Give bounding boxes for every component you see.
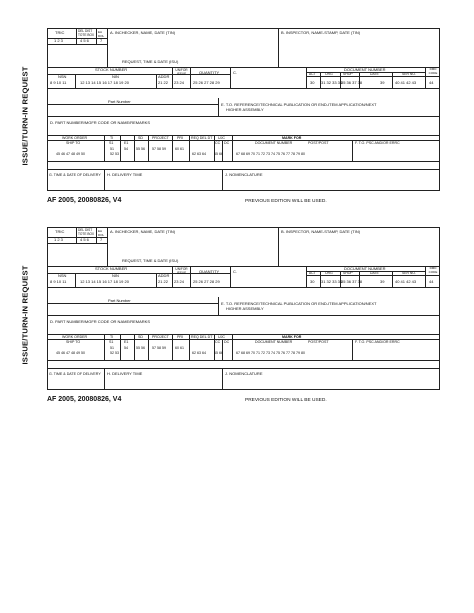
num-23-24: 23 24 bbox=[174, 80, 185, 85]
quantity-label: QUANTITY bbox=[199, 269, 220, 274]
side-title: ISSUE/TURN-IN REQUEST bbox=[20, 265, 30, 365]
num-44: 44 bbox=[429, 80, 434, 85]
act-label: ACT bbox=[309, 271, 316, 275]
org-label: ORG bbox=[325, 72, 333, 76]
post-post-label: POST/POST bbox=[308, 340, 329, 344]
cc-label: CC bbox=[215, 141, 221, 145]
previous-edition-note: PREVIOUS EDITION WILL BE USED. bbox=[245, 199, 327, 204]
date-label: DATE bbox=[370, 271, 379, 275]
num-39: 39 bbox=[380, 279, 385, 284]
addr-label: ADDR bbox=[158, 273, 170, 278]
tric-label: TRIC bbox=[55, 229, 65, 234]
pri-label: PRI bbox=[177, 136, 183, 140]
time-delivery-label: G. TIME & DATE OF DELIVERY bbox=[49, 173, 101, 177]
issue-request-form-top bbox=[0, 28, 474, 238]
num-39: 39 bbox=[380, 80, 385, 85]
nsn-label: NSN bbox=[58, 74, 67, 79]
psc-label: F. T.O. PSC AND/OR ERRC bbox=[355, 141, 400, 145]
ea-dol-label: EA DOL bbox=[98, 229, 105, 238]
doc-number-label-2: DOCUMENT NUMBER bbox=[255, 141, 293, 145]
num-57-59: 57 58 59 bbox=[152, 147, 166, 151]
ser-no-label: SER NO. bbox=[402, 271, 416, 275]
inchecker-label: A. INCHECKER, NAME, DATE (TIN) bbox=[110, 229, 176, 234]
issue-request-form-bottom bbox=[0, 227, 474, 437]
ujc-label: UJC bbox=[218, 136, 225, 140]
num-55-56: 55 56 bbox=[136, 147, 145, 151]
act-label: ACT bbox=[309, 72, 316, 76]
num-23-24: 23 24 bbox=[174, 279, 185, 284]
num-40-43: 40 41 42 43 bbox=[395, 279, 417, 284]
dc-label: DC bbox=[224, 141, 230, 145]
num-62-64: 62 63 64 bbox=[192, 351, 206, 355]
inspector-label: B. INSPECTOR, NAME-STAMP, DATE (TIN) bbox=[281, 30, 361, 35]
pri-label: PRI bbox=[177, 335, 183, 339]
num-62-64: 62 63 64 bbox=[192, 152, 206, 156]
shop-label: SHOP bbox=[343, 271, 353, 275]
stock-number-label: STOCK NUMBER bbox=[95, 67, 128, 72]
doc-number-label-2: DOCUMENT NUMBER bbox=[255, 340, 293, 344]
req-del-dt-label: REQ DEL DT bbox=[191, 136, 213, 140]
tech-ref-label: E. T.O. REFERENCE/TECHNICAL PUBLICATION OR END-ITEM APPLICATION/NEXT bbox=[221, 102, 377, 107]
tote-box-label: TOTE BOX bbox=[78, 232, 95, 236]
num-60-61: 60 61 bbox=[175, 346, 184, 350]
tech-ref-label: E. T.O. REFERENCE/TECHNICAL PUBLICATION OR END-ITEM APPLICATION/NEXT bbox=[221, 301, 377, 306]
ti-label: TI bbox=[110, 136, 114, 140]
tric-label: TRIC bbox=[55, 30, 65, 35]
num-7: 7 bbox=[100, 38, 103, 43]
num-31-34: 31 32 33 34 bbox=[321, 279, 343, 284]
form-id: AF 2005, 20080826, V4 bbox=[47, 396, 122, 403]
num-31-34: 31 32 33 34 bbox=[321, 80, 343, 85]
dc-label: DC bbox=[224, 340, 230, 344]
num-35-38: 35 36 37 38 bbox=[341, 279, 363, 284]
num-60-61: 60 61 bbox=[175, 147, 184, 151]
num-30: 30 bbox=[310, 80, 315, 85]
ti-label: TI bbox=[110, 335, 114, 339]
num-35-38: 35 36 37 38 bbox=[341, 80, 363, 85]
document-number-label: DOCUMENT NUMBER bbox=[344, 67, 386, 72]
num-45-50: 45 46 47 48 49 50 bbox=[56, 152, 85, 156]
req-del-dt-label: REQ DEL DT bbox=[191, 335, 213, 339]
num-51: 51 bbox=[110, 147, 114, 151]
higher-assembly-label: HIGHER ASSEMBLY bbox=[226, 107, 264, 112]
num-65-66: 65 66 bbox=[214, 351, 223, 355]
stock-number-label: STOCK NUMBER bbox=[95, 266, 128, 271]
sd-label: SD bbox=[138, 335, 143, 339]
num-123: 1 2 3 bbox=[54, 38, 63, 43]
part-mgfr-label: D. PART NUMBER/MGFR CODE OR NAME/REMARKS bbox=[50, 120, 151, 125]
e1-label: E1 bbox=[124, 340, 129, 344]
num-8-11: 8 9 10 11 bbox=[50, 80, 67, 85]
inchecker-label: A. INCHECKER, NAME, DATE (TIN) bbox=[110, 30, 176, 35]
delivery-time-label: H. DELIVERY TIME bbox=[107, 371, 143, 376]
nomenclature-label: J. NOMENCLATURE bbox=[225, 371, 263, 376]
num-54: 54 bbox=[124, 147, 128, 151]
num-8-11: 8 9 10 11 bbox=[50, 279, 67, 284]
request-time-label: REQUEST, TIME & DATE (ISU) bbox=[122, 59, 179, 64]
s1-label: S1 bbox=[109, 340, 114, 344]
dmd-code-label: DMD CODE bbox=[428, 67, 438, 76]
ser-no-label: SER NO. bbox=[402, 72, 416, 76]
cc-label: CC bbox=[215, 340, 221, 344]
num-456: 4 5 6 bbox=[80, 38, 89, 43]
part-number-label: Part Number bbox=[108, 99, 131, 104]
num-12-20: 12 13 14 15 16 17 18 19 20 bbox=[80, 279, 129, 284]
e1-label: E1 bbox=[124, 141, 129, 145]
num-40-43: 40 41 42 43 bbox=[395, 80, 417, 85]
unfor-issue-label: UN/FOR ISSUE bbox=[175, 68, 188, 77]
mark-for-label: MARK FOR bbox=[282, 136, 302, 140]
tote-box-label: TOTE BOX bbox=[78, 33, 95, 37]
num-7: 7 bbox=[100, 237, 103, 242]
num-67-80: 67 68 69 70 71 72 73 74 75 76 77 78 79 80 bbox=[236, 351, 305, 355]
request-time-label: REQUEST, TIME & DATE (ISU) bbox=[122, 258, 179, 263]
project-label: PROJECT bbox=[152, 136, 169, 140]
work-order-label: WORK ORDER bbox=[62, 136, 88, 140]
work-order-label: WORK ORDER bbox=[62, 335, 88, 339]
delivery-time-label: H. DELIVERY TIME bbox=[107, 172, 143, 177]
previous-edition-note: PREVIOUS EDITION WILL BE USED. bbox=[245, 398, 327, 403]
ea-dol-label: EA DOL bbox=[98, 30, 105, 39]
num-123: 1 2 3 bbox=[54, 237, 63, 242]
num-12-20: 12 13 14 15 16 17 18 19 20 bbox=[80, 80, 129, 85]
num-44: 44 bbox=[429, 279, 434, 284]
c-label: C. bbox=[233, 269, 237, 274]
num-51: 51 bbox=[110, 346, 114, 350]
num-55-56: 55 56 bbox=[136, 346, 145, 350]
psc-label: F. T.O. PSC AND/OR ERRC bbox=[355, 340, 400, 344]
num-45-50: 45 46 47 48 49 50 bbox=[56, 351, 85, 355]
time-delivery-label: G. TIME & DATE OF DELIVERY bbox=[49, 372, 101, 376]
date-label: DATE bbox=[370, 72, 379, 76]
form-id: AF 2005, 20080826, V4 bbox=[47, 197, 122, 204]
unfor-issue-label: UN/FOR ISSUE bbox=[175, 267, 188, 276]
sd-label: SD bbox=[138, 136, 143, 140]
del-dist-label: DEL DIST bbox=[78, 29, 93, 33]
inspector-label: B. INSPECTOR, NAME-STAMP, DATE (TIN) bbox=[281, 229, 361, 234]
nin-label: NIN bbox=[112, 74, 119, 79]
part-mgfr-label: D. PART NUMBER/MGFR CODE OR NAME/REMARKS bbox=[50, 319, 151, 324]
num-25-29: 25 26 27 28 29 bbox=[193, 80, 220, 85]
side-title: ISSUE/TURN-IN REQUEST bbox=[20, 66, 30, 166]
org-label: ORG bbox=[325, 271, 333, 275]
num-30: 30 bbox=[310, 279, 315, 284]
dmd-code-label: DMD CODE bbox=[428, 266, 438, 275]
higher-assembly-label: HIGHER ASSEMBLY bbox=[226, 306, 264, 311]
num-21-22: 21 22 bbox=[158, 279, 169, 284]
mark-for-label: MARK FOR bbox=[282, 335, 302, 339]
num-57-59: 57 58 59 bbox=[152, 346, 166, 350]
post-post-label: POST/POST bbox=[308, 141, 329, 145]
num-54: 54 bbox=[124, 346, 128, 350]
num-456: 4 5 6 bbox=[80, 237, 89, 242]
num-52-53: 52 53 bbox=[110, 152, 119, 156]
ship-to-label: SHIP TO bbox=[66, 141, 81, 145]
project-label: PROJECT bbox=[152, 335, 169, 339]
quantity-label: QUANTITY bbox=[199, 70, 220, 75]
del-dist-label: DEL DIST bbox=[78, 228, 93, 232]
num-52-53: 52 53 bbox=[110, 351, 119, 355]
num-25-29: 25 26 27 28 29 bbox=[193, 279, 220, 284]
num-21-22: 21 22 bbox=[158, 80, 169, 85]
part-number-label: Part Number bbox=[108, 298, 131, 303]
c-label: C. bbox=[233, 70, 237, 75]
nomenclature-label: J. NOMENCLATURE bbox=[225, 172, 263, 177]
addr-label: ADDR bbox=[158, 74, 170, 79]
ship-to-label: SHIP TO bbox=[66, 340, 81, 344]
nin-label: NIN bbox=[112, 273, 119, 278]
num-67-80: 67 68 69 70 71 72 73 74 75 76 77 78 79 80 bbox=[236, 152, 305, 156]
nsn-label: NSN bbox=[58, 273, 67, 278]
s1-label: S1 bbox=[109, 141, 114, 145]
document-number-label: DOCUMENT NUMBER bbox=[344, 266, 386, 271]
num-65-66: 65 66 bbox=[214, 152, 223, 156]
ujc-label: UJC bbox=[218, 335, 225, 339]
shop-label: SHOP bbox=[343, 72, 353, 76]
